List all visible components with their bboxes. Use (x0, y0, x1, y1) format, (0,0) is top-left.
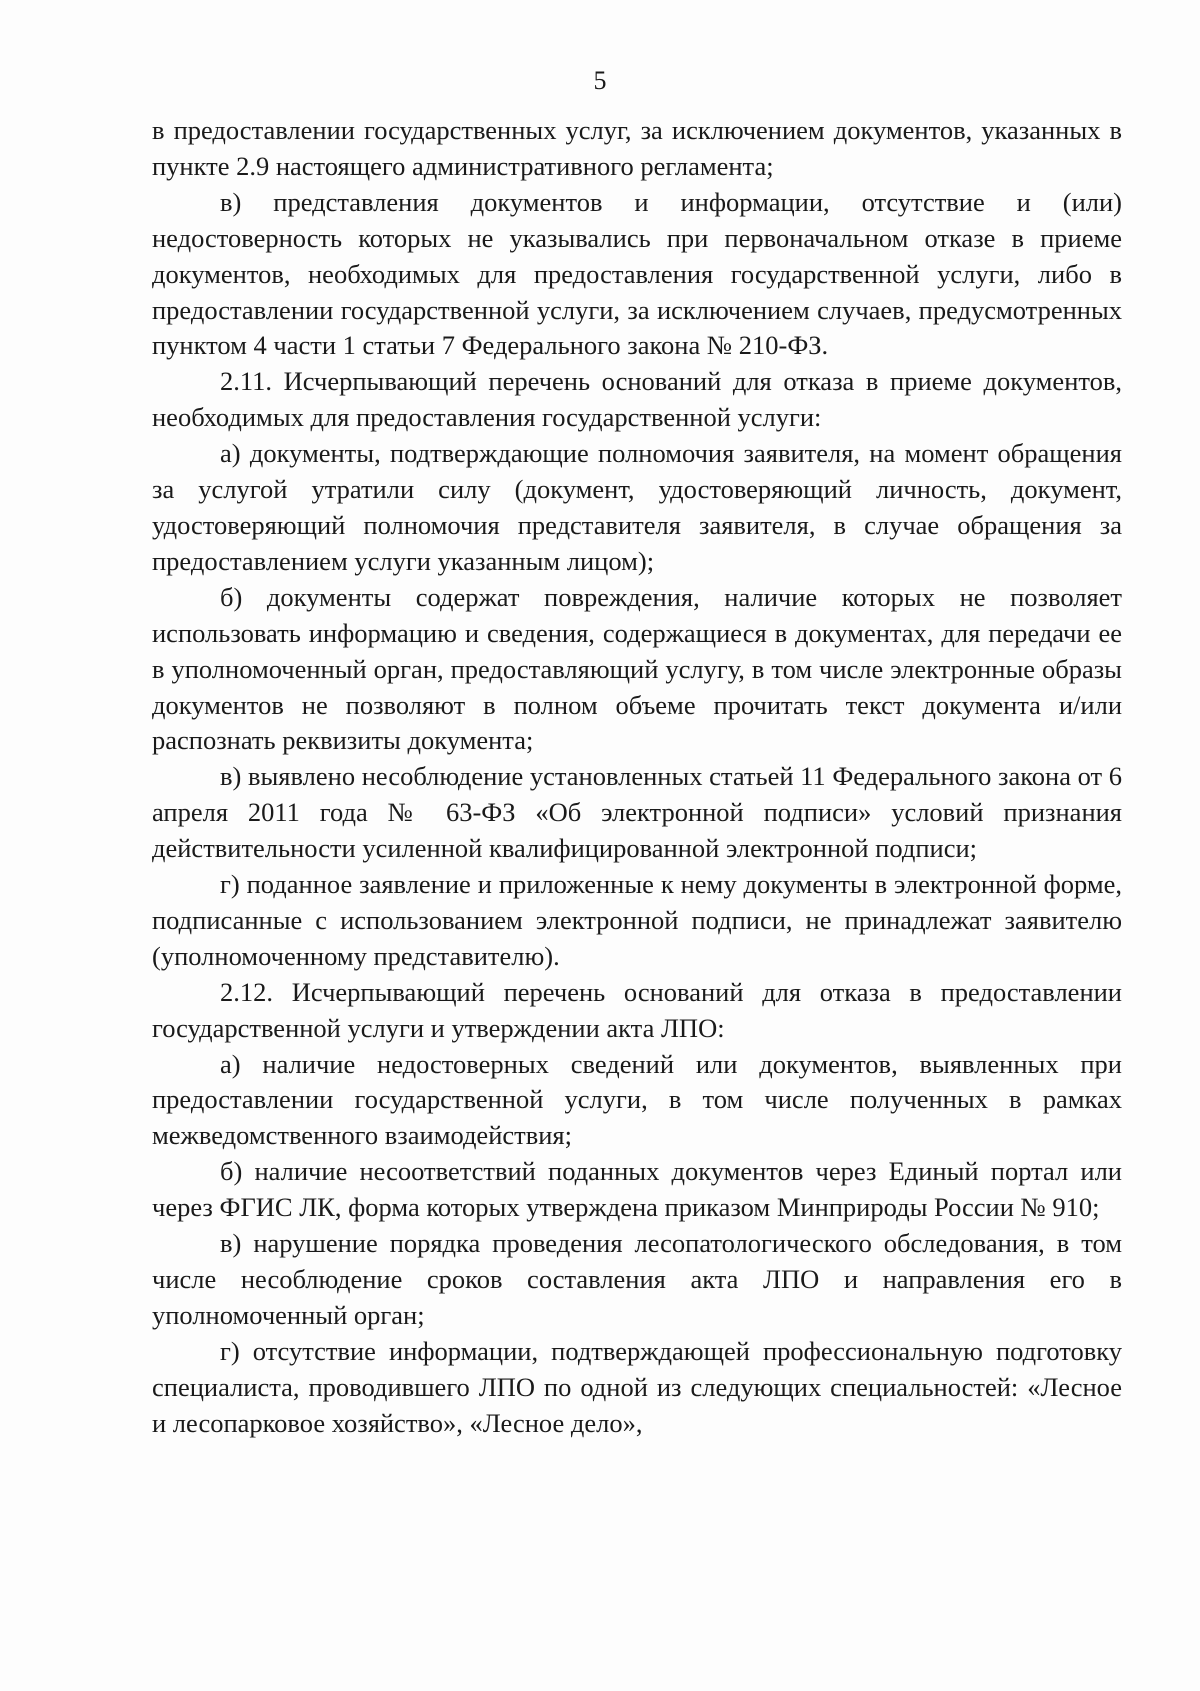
paragraph-2-11-item-v: в) выявлено несоблюдение установленных статьей 11 Федерального закона от 6 апреля 2011 года № 63-ФЗ «Об электронной подписи» условий признания действительности усиленной квалифицированной электронной подписи; (152, 761, 1122, 864)
paragraph-continuation: в предоставлении государственных услуг, за исключением документов, указанных в пункте 2.9 настоящего административного регламента; (152, 115, 1122, 181)
page-number: 5 (593, 66, 607, 95)
paragraph-item-v-representation: в) представления документов и информации, отсутствие и (или) недостоверность которых не указывались при первоначальном отказе в приеме документов, необходимых для предоставления государственной услуги, либо в предоставлении государственной услуги, за исключением случаев, предусмотренных пунктом 4 части 1 статьи 7 Федерального закона № 210-ФЗ. (152, 186, 1122, 361)
paragraph-section-2-12: 2.12. Исчерпывающий перечень оснований для отказа в предоставлении государственной услуги и утверждении акта ЛПО: (152, 976, 1122, 1043)
paragraph-section-2-11: 2.11. Исчерпывающий перечень оснований для отказа в приеме документов, необходимых для предоставления государственной услуги: (152, 366, 1122, 433)
paragraph-2-12-item-g: г) отсутствие информации, подтверждающей профессиональную подготовку специалиста, проводившего ЛПО по одной из следующих специальностей: «Лесное и лесопарковое хозяйство», «Лесное дело», (152, 1335, 1122, 1438)
document-body (152, 113, 1122, 1442)
paragraph-2-11-item-a: а) документы, подтверждающие полномочия заявителя, на момент обращения за услугой утратили силу (документ, удостоверяющий личность, документ, удостоверяющий полномочия представителя заявителя, в случае обращения за предоставлением услуги указанным лицом); (152, 438, 1122, 576)
paragraph-2-12-item-b: б) наличие несоответствий поданных документов через Единый портал или через ФГИС ЛК, форма которых утверждена приказом Минприроды России № 910; (152, 1156, 1122, 1223)
paragraph-2-12-item-a: а) наличие недостоверных сведений или документов, выявленных при предоставлении государственной услуги, в том числе полученных в рамках межведомственного взаимодействия; (152, 1048, 1122, 1151)
paragraph-2-11-item-g: г) поданное заявление и приложенные к нему документы в электронной форме, подписанные с использованием электронной подписи, не принадлежат заявителю (уполномоченному представителю). (152, 869, 1122, 971)
paragraph-2-11-item-b: б) документы содержат повреждения, наличие которых не позволяет использовать информацию и сведения, содержащиеся в документах, для передачи ее в уполномоченный орган, предоставляющий услугу, в том числе электронные образы документов не позволяют в полном объеме прочитать текст документа и/или распознать реквизиты документа; (152, 581, 1122, 756)
paragraph-2-12-item-v: в) нарушение порядка проведения лесопатологического обследования, в том числе несоблюдение сроков составления акта ЛПО и направления его в уполномоченный орган; (152, 1228, 1122, 1330)
